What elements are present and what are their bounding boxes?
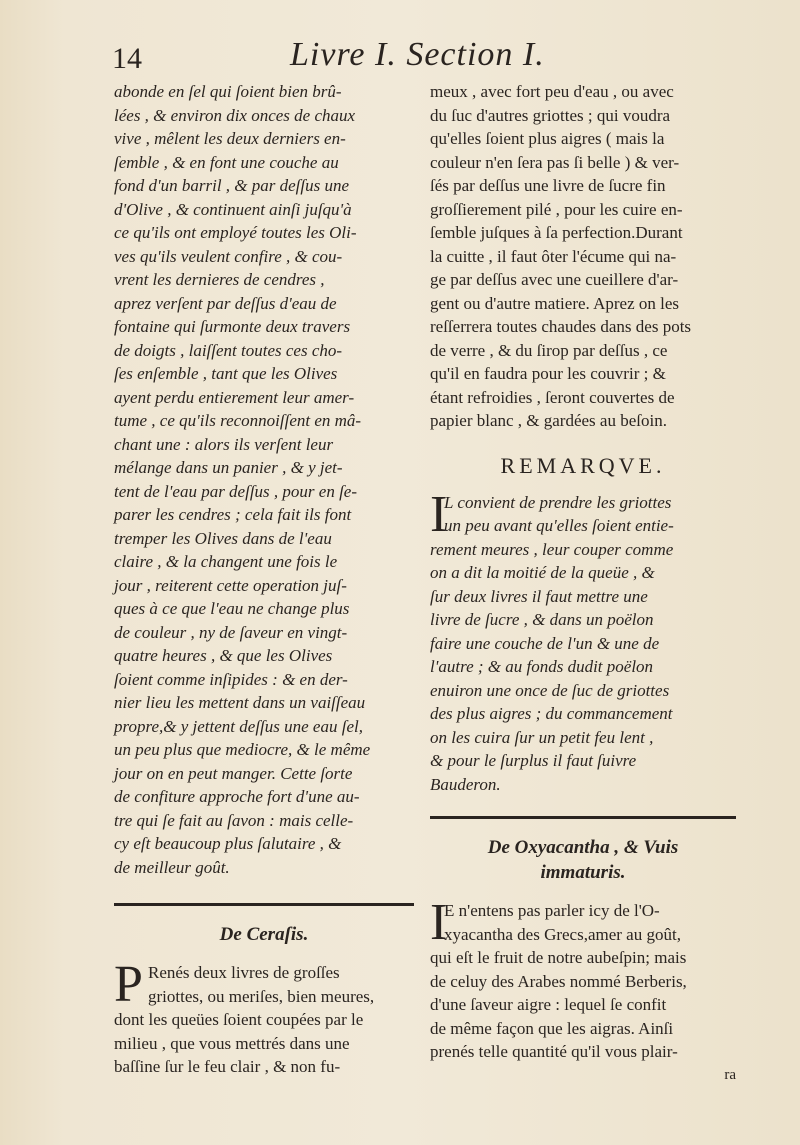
text-line: quatre heures , & que les Olives [114,646,333,665]
left-column [114,80,414,1079]
text-line: ſes enſemble , tant que les Olives [114,364,338,383]
text-line: de celuy des Arabes nommé Berberis, [430,971,687,991]
text-line: tent de l'eau par deſſus , pour en ſe- [114,481,358,501]
text-line: milieu , que vous mettrés dans une [114,1033,350,1053]
running-head [0,36,800,80]
text-line: d'Olive , & continuent ainſi juſqu'à [114,199,352,219]
text-line: on a dit la moitié de la queüe , & [430,563,655,582]
text-line: couleur n'en ſera pas ſi belle ) & ver- [430,152,680,172]
text-line: cy eſt beaucoup plus ſalutaire , & [114,834,342,853]
catchword: ra [724,1066,736,1083]
text-line: xyacantha des Grecs,amer au goût, [444,924,681,944]
text-line: mélange dans un panier , & y jet- [114,458,343,477]
text-line: vrent les dernieres de cendres , [114,270,325,289]
text-line: tremper les Olives dans de l'eau [114,528,332,548]
text-line: griottes, ou meriſes, bien meures, [148,986,375,1006]
running-title: Livre I. Section I. [290,36,545,73]
text-line: gent ou d'autre matiere. Aprez on les [430,293,679,313]
text-line: qu'il en faudra pour les couvrir ; & [430,364,666,383]
drop-cap: I [430,894,448,951]
text-line: qui eſt le fruit de notre aubeſpin; mais [430,948,687,967]
text-line: Bauderon. [430,774,501,794]
text-line: ſemble , & en font une couche au [114,152,339,172]
text-line: de doigts , laiſſent toutes ces cho- [114,340,343,360]
right-column [430,80,736,1087]
oxyacantha-paragraph [430,894,736,1064]
text-line: parer les cendres ; cela fait ils font [114,505,352,524]
text-line: ayent perdu entierement leur amer- [114,387,355,407]
text-line: & pour le ſurplus il faut ſuivre [430,751,637,770]
text-line: de meilleur goût. [114,857,230,877]
text-line: de verre , & du ſirop par deſſus , ce [430,340,668,360]
drop-cap: I [430,485,448,543]
text-line: ves qu'ils veulent confire , & cou- [114,246,343,266]
text-line: groſſierement pilé , pour les cuire en- [430,199,683,219]
text-line: rement meures , leur couper comme [430,539,674,559]
text-line: de même façon que les aigras. Ainſi [430,1018,674,1038]
text-line: de couleur , ny de ſaveur en vingt- [114,622,348,642]
text-line: Renés deux livres de groſſes [148,963,340,982]
section-heading-oxyacantha-line2: immaturis. [540,862,626,883]
text-line: meux , avec fort peu d'eau , ou avec [430,82,674,101]
text-line: étant refroidies , ſeront couvertes de [430,387,675,407]
text-line: la cuitte , il faut ôter l'écume qui na- [430,246,677,266]
text-line: lées , & environ dix onces de chaux [114,105,356,125]
text-line: baſſine ſur le feu clair , & non fu- [114,1057,341,1076]
text-line: ſés par deſſus une livre de ſucre fin [430,176,666,195]
text-line: jour on en peut manger. Cette ſorte [114,763,353,783]
text-line: fond d'un barril , & par deſſus une [114,176,350,195]
text-line: ge par deſſus avec une cueillere d'ar- [430,270,679,289]
text-line: de confiture approche fort d'une au- [114,787,360,806]
text-line: ſoient comme inſipides : & en der- [114,669,348,689]
right-continuation-text [430,80,736,433]
text-line: tume , ce qu'ils reconnoiſſent en mâ- [114,411,362,430]
text-line: vive , mêlent les deux derniers en- [114,129,346,148]
text-line: claire , & la changent une fois le [114,552,338,571]
cerasis-paragraph [114,956,414,1079]
page-number: 14 [112,42,142,75]
text-line: aprez verſent par deſſus d'eau de [114,293,337,313]
text-line: ques à ce que l'eau ne change plus [114,599,350,618]
text-line: abonde en ſel qui ſoient bien brû- [114,82,342,101]
remarque-heading: REMARQVE. [500,452,666,478]
text-line: livre de ſucre , & dans un poëlon [430,610,654,629]
left-continuation-text [114,80,414,879]
section-heading-oxyacantha-line1: De Oxyacantha , & Vuis [487,837,679,858]
section-heading-cerasis: De Ceraſis. [219,924,309,945]
text-line: L convient de prendre les griottes [444,492,672,512]
text-line: nier lieu les mettent dans un vaiſſeau [114,693,366,712]
text-line: jour , reiterent cette operation juſ- [114,575,347,595]
text-line: ſemble juſques à ſa perfection.Durant [430,223,683,242]
text-line: on les cuira ſur un petit feu lent , [430,727,654,747]
text-line: prenés telle quantité qu'il vous plair- [430,1042,678,1061]
text-line: enuiron une once de ſuc de griottes [430,680,670,700]
text-line: faire une couche de l'un & une de [430,633,660,653]
text-line: l'autre ; & au fonds dudit poëlon [430,657,654,676]
text-line: tre qui ſe fait au ſavon : mais celle- [114,810,354,830]
text-line: papier blanc , & gardées au beſoin. [430,411,667,430]
remarque-paragraph [430,485,736,797]
text-line: un peu avant qu'elles ſoient entie- [444,516,674,535]
text-line: un peu plus que mediocre, & le même [114,740,371,759]
text-line: qu'elles ſoient plus aigres ( mais la [430,129,665,148]
text-line: chant une : alors ils verſent leur [114,434,334,454]
text-line: des plus aigres ; du commancement [430,704,673,723]
text-line: E n'entens pas parler icy de l'O- [444,901,660,920]
text-line: dont les queües ſoient coupées par le [114,1010,364,1029]
text-line: du ſuc d'autres griottes ; qui voudra [430,105,671,125]
text-line: fontaine qui ſurmonte deux travers [114,317,351,336]
text-line: ſur deux livres il faut mettre une [430,586,648,606]
text-line: ce qu'ils ont employé toutes les Oli- [114,223,357,242]
text-line: d'une ſaveur aigre : lequel ſe confit [430,995,667,1014]
text-line: reſſerrera toutes chaudes dans des pots [430,317,692,336]
text-line: propre,& y jettent deſſus une eau ſel, [114,716,363,736]
drop-cap: P [114,956,143,1013]
